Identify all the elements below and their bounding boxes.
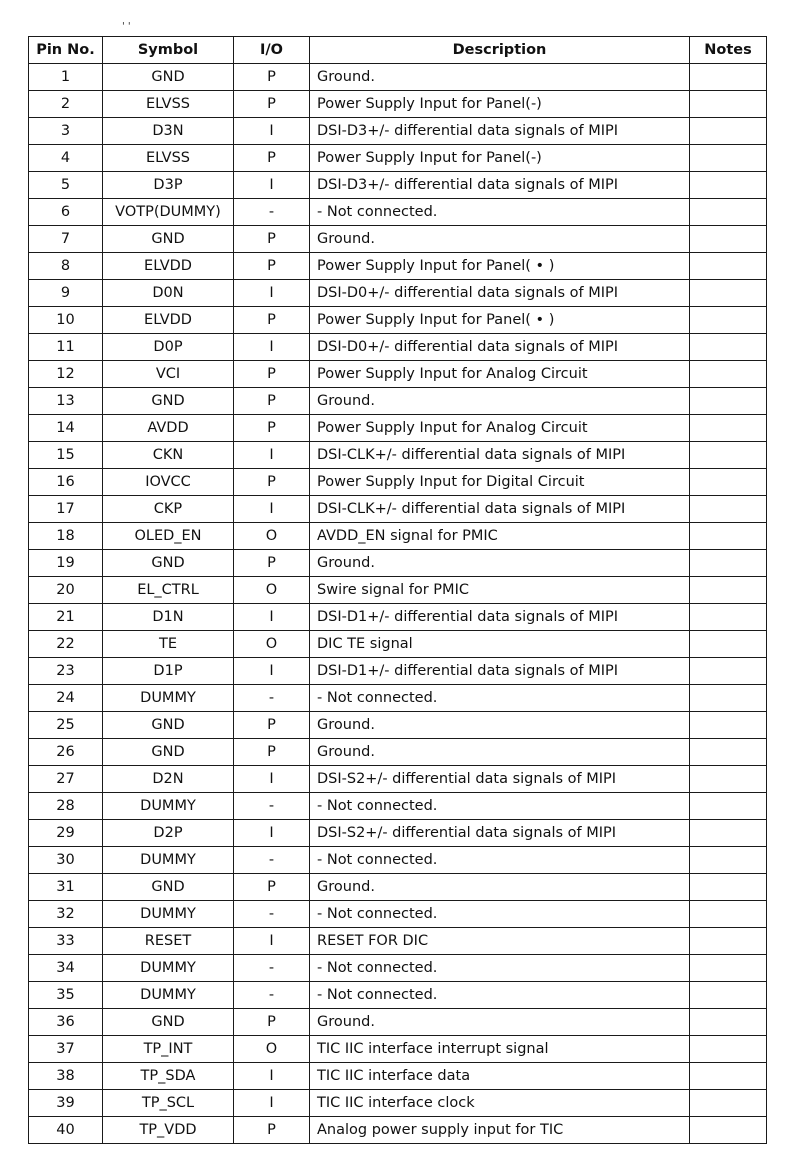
description-cell: - Not connected.: [310, 793, 690, 820]
table-row: [29, 604, 767, 631]
table-row: [29, 334, 767, 361]
description-cell: AVDD_EN signal for PMIC: [310, 523, 690, 550]
table-row: [29, 280, 767, 307]
description-cell: DSI-D0+/- differential data signals of MIPI: [310, 334, 690, 361]
pin-no-cell: 4: [29, 145, 103, 172]
description-cell: - Not connected.: [310, 199, 690, 226]
table-row: [29, 631, 767, 658]
pin-no-cell: 33: [29, 928, 103, 955]
header-row: [29, 37, 767, 64]
symbol-cell: GND: [103, 64, 234, 91]
pin-no-cell: 28: [29, 793, 103, 820]
symbol-cell: VOTP(DUMMY): [103, 199, 234, 226]
table-row: [29, 955, 767, 982]
notes-cell: [690, 442, 767, 469]
io-cell: I: [234, 496, 310, 523]
io-cell: I: [234, 280, 310, 307]
symbol-cell: VCI: [103, 361, 234, 388]
symbol-cell: TE: [103, 631, 234, 658]
io-cell: -: [234, 901, 310, 928]
description-cell: Ground.: [310, 64, 690, 91]
table-row: [29, 226, 767, 253]
notes-cell: [690, 361, 767, 388]
notes-cell: [690, 307, 767, 334]
notes-cell: [690, 172, 767, 199]
notes-cell: [690, 1117, 767, 1144]
notes-cell: [690, 64, 767, 91]
pin-no-cell: 3: [29, 118, 103, 145]
top-mark: ' ': [122, 21, 131, 32]
io-cell: I: [234, 820, 310, 847]
io-cell: I: [234, 1090, 310, 1117]
pin-no-cell: 15: [29, 442, 103, 469]
description-cell: TIC IIC interface clock: [310, 1090, 690, 1117]
io-cell: P: [234, 145, 310, 172]
symbol-cell: D3N: [103, 118, 234, 145]
notes-cell: [690, 982, 767, 1009]
io-cell: P: [234, 64, 310, 91]
pin-no-cell: 21: [29, 604, 103, 631]
notes-cell: [690, 766, 767, 793]
description-cell: Power Supply Input for Panel( • ): [310, 253, 690, 280]
notes-cell: [690, 253, 767, 280]
symbol-cell: TP_SDA: [103, 1063, 234, 1090]
description-cell: - Not connected.: [310, 847, 690, 874]
notes-cell: [690, 226, 767, 253]
pin-no-cell: 32: [29, 901, 103, 928]
table-row: [29, 739, 767, 766]
symbol-cell: D2N: [103, 766, 234, 793]
pin-no-cell: 25: [29, 712, 103, 739]
pin-no-cell: 5: [29, 172, 103, 199]
symbol-cell: CKN: [103, 442, 234, 469]
io-cell: I: [234, 442, 310, 469]
notes-cell: [690, 1090, 767, 1117]
pin-no-cell: 11: [29, 334, 103, 361]
io-cell: -: [234, 955, 310, 982]
pin-no-cell: 7: [29, 226, 103, 253]
io-cell: P: [234, 415, 310, 442]
notes-cell: [690, 955, 767, 982]
notes-cell: [690, 1009, 767, 1036]
header-notes: Notes: [690, 37, 767, 64]
description-cell: DSI-S2+/- differential data signals of MIPI: [310, 766, 690, 793]
symbol-cell: TP_VDD: [103, 1117, 234, 1144]
notes-cell: [690, 91, 767, 118]
table-row: [29, 874, 767, 901]
notes-cell: [690, 712, 767, 739]
description-cell: Power Supply Input for Analog Circuit: [310, 415, 690, 442]
table-row: [29, 442, 767, 469]
pin-no-cell: 6: [29, 199, 103, 226]
header-symbol: Symbol: [103, 37, 234, 64]
pin-no-cell: 27: [29, 766, 103, 793]
symbol-cell: GND: [103, 550, 234, 577]
io-cell: O: [234, 631, 310, 658]
table-row: [29, 118, 767, 145]
io-cell: P: [234, 1009, 310, 1036]
io-cell: I: [234, 928, 310, 955]
description-cell: DSI-D1+/- differential data signals of MIPI: [310, 604, 690, 631]
notes-cell: [690, 280, 767, 307]
pin-no-cell: 14: [29, 415, 103, 442]
io-cell: P: [234, 712, 310, 739]
table-row: [29, 577, 767, 604]
notes-cell: [690, 874, 767, 901]
description-cell: Swire signal for PMIC: [310, 577, 690, 604]
table-row: [29, 1090, 767, 1117]
notes-cell: [690, 523, 767, 550]
io-cell: O: [234, 1036, 310, 1063]
header-pin-no: Pin No.: [29, 37, 103, 64]
io-cell: P: [234, 361, 310, 388]
symbol-cell: AVDD: [103, 415, 234, 442]
io-cell: I: [234, 766, 310, 793]
notes-cell: [690, 739, 767, 766]
notes-cell: [690, 469, 767, 496]
pin-no-cell: 18: [29, 523, 103, 550]
io-cell: O: [234, 577, 310, 604]
description-cell: Ground.: [310, 226, 690, 253]
notes-cell: [690, 658, 767, 685]
symbol-cell: GND: [103, 712, 234, 739]
pin-no-cell: 31: [29, 874, 103, 901]
io-cell: P: [234, 739, 310, 766]
notes-cell: [690, 1063, 767, 1090]
pin-no-cell: 20: [29, 577, 103, 604]
io-cell: I: [234, 118, 310, 145]
pin-assignment-table: [28, 36, 767, 1144]
description-cell: Ground.: [310, 739, 690, 766]
pin-no-cell: 38: [29, 1063, 103, 1090]
description-cell: DSI-D1+/- differential data signals of MIPI: [310, 658, 690, 685]
io-cell: -: [234, 685, 310, 712]
symbol-cell: DUMMY: [103, 955, 234, 982]
symbol-cell: CKP: [103, 496, 234, 523]
io-cell: P: [234, 550, 310, 577]
io-cell: -: [234, 982, 310, 1009]
description-cell: Power Supply Input for Analog Circuit: [310, 361, 690, 388]
table-row: [29, 928, 767, 955]
pin-no-cell: 39: [29, 1090, 103, 1117]
symbol-cell: DUMMY: [103, 685, 234, 712]
table-row: [29, 847, 767, 874]
symbol-cell: GND: [103, 1009, 234, 1036]
pin-no-cell: 26: [29, 739, 103, 766]
description-cell: DSI-D3+/- differential data signals of MIPI: [310, 118, 690, 145]
notes-cell: [690, 550, 767, 577]
symbol-cell: ELVSS: [103, 145, 234, 172]
table-row: [29, 415, 767, 442]
notes-cell: [690, 901, 767, 928]
symbol-cell: D0P: [103, 334, 234, 361]
pin-no-cell: 37: [29, 1036, 103, 1063]
notes-cell: [690, 928, 767, 955]
table-row: [29, 523, 767, 550]
pin-no-cell: 30: [29, 847, 103, 874]
io-cell: -: [234, 199, 310, 226]
symbol-cell: GND: [103, 739, 234, 766]
pin-no-cell: 17: [29, 496, 103, 523]
notes-cell: [690, 685, 767, 712]
io-cell: P: [234, 1117, 310, 1144]
pin-no-cell: 35: [29, 982, 103, 1009]
table-row: [29, 64, 767, 91]
notes-cell: [690, 604, 767, 631]
description-cell: Power Supply Input for Panel( • ): [310, 307, 690, 334]
pin-no-cell: 24: [29, 685, 103, 712]
notes-cell: [690, 334, 767, 361]
description-cell: Analog power supply input for TIC: [310, 1117, 690, 1144]
symbol-cell: GND: [103, 388, 234, 415]
table-row: [29, 658, 767, 685]
description-cell: Ground.: [310, 388, 690, 415]
io-cell: I: [234, 334, 310, 361]
symbol-cell: RESET: [103, 928, 234, 955]
description-cell: - Not connected.: [310, 982, 690, 1009]
description-cell: Ground.: [310, 1009, 690, 1036]
description-cell: TIC IIC interface interrupt signal: [310, 1036, 690, 1063]
pin-no-cell: 29: [29, 820, 103, 847]
symbol-cell: D3P: [103, 172, 234, 199]
description-cell: Power Supply Input for Panel(-): [310, 91, 690, 118]
symbol-cell: ELVDD: [103, 307, 234, 334]
symbol-cell: DUMMY: [103, 847, 234, 874]
notes-cell: [690, 847, 767, 874]
pin-no-cell: 22: [29, 631, 103, 658]
header-description: Description: [310, 37, 690, 64]
table-row: [29, 388, 767, 415]
description-cell: - Not connected.: [310, 901, 690, 928]
io-cell: -: [234, 793, 310, 820]
pin-no-cell: 10: [29, 307, 103, 334]
symbol-cell: TP_SCL: [103, 1090, 234, 1117]
description-cell: DSI-CLK+/- differential data signals of MIPI: [310, 442, 690, 469]
description-cell: Ground.: [310, 874, 690, 901]
pin-no-cell: 2: [29, 91, 103, 118]
table-body: [29, 64, 767, 1144]
pin-no-cell: 19: [29, 550, 103, 577]
symbol-cell: OLED_EN: [103, 523, 234, 550]
description-cell: DSI-D3+/- differential data signals of MIPI: [310, 172, 690, 199]
table-row: [29, 145, 767, 172]
pin-no-cell: 36: [29, 1009, 103, 1036]
symbol-cell: ELVSS: [103, 91, 234, 118]
table-row: [29, 361, 767, 388]
pin-no-cell: 40: [29, 1117, 103, 1144]
pin-no-cell: 16: [29, 469, 103, 496]
symbol-cell: DUMMY: [103, 793, 234, 820]
notes-cell: [690, 793, 767, 820]
symbol-cell: GND: [103, 874, 234, 901]
table-row: [29, 199, 767, 226]
table-row: [29, 793, 767, 820]
description-cell: DSI-D0+/- differential data signals of MIPI: [310, 280, 690, 307]
notes-cell: [690, 496, 767, 523]
notes-cell: [690, 820, 767, 847]
pin-no-cell: 13: [29, 388, 103, 415]
description-cell: DIC TE signal: [310, 631, 690, 658]
notes-cell: [690, 145, 767, 172]
description-cell: DSI-S2+/- differential data signals of MIPI: [310, 820, 690, 847]
io-cell: I: [234, 172, 310, 199]
io-cell: P: [234, 253, 310, 280]
table-row: [29, 1009, 767, 1036]
io-cell: I: [234, 604, 310, 631]
table-row: [29, 1117, 767, 1144]
symbol-cell: TP_INT: [103, 1036, 234, 1063]
header-io: I/O: [234, 37, 310, 64]
table-row: [29, 982, 767, 1009]
symbol-cell: IOVCC: [103, 469, 234, 496]
table-row: [29, 820, 767, 847]
symbol-cell: D0N: [103, 280, 234, 307]
table-row: [29, 766, 767, 793]
notes-cell: [690, 415, 767, 442]
io-cell: I: [234, 1063, 310, 1090]
io-cell: P: [234, 307, 310, 334]
symbol-cell: DUMMY: [103, 901, 234, 928]
table-row: [29, 91, 767, 118]
symbol-cell: GND: [103, 226, 234, 253]
notes-cell: [690, 577, 767, 604]
description-cell: - Not connected.: [310, 685, 690, 712]
table-row: [29, 172, 767, 199]
io-cell: O: [234, 523, 310, 550]
description-cell: TIC IIC interface data: [310, 1063, 690, 1090]
description-cell: Power Supply Input for Panel(-): [310, 145, 690, 172]
notes-cell: [690, 1036, 767, 1063]
description-cell: RESET FOR DIC: [310, 928, 690, 955]
table-row: [29, 712, 767, 739]
table-row: [29, 550, 767, 577]
description-cell: DSI-CLK+/- differential data signals of MIPI: [310, 496, 690, 523]
description-cell: Ground.: [310, 550, 690, 577]
io-cell: I: [234, 658, 310, 685]
table-row: [29, 685, 767, 712]
description-cell: - Not connected.: [310, 955, 690, 982]
table-row: [29, 1063, 767, 1090]
table-row: [29, 469, 767, 496]
table-row: [29, 1036, 767, 1063]
io-cell: -: [234, 847, 310, 874]
table-row: [29, 496, 767, 523]
io-cell: P: [234, 874, 310, 901]
io-cell: P: [234, 226, 310, 253]
pin-no-cell: 23: [29, 658, 103, 685]
symbol-cell: D2P: [103, 820, 234, 847]
io-cell: P: [234, 469, 310, 496]
description-cell: Ground.: [310, 712, 690, 739]
symbol-cell: DUMMY: [103, 982, 234, 1009]
notes-cell: [690, 631, 767, 658]
symbol-cell: D1P: [103, 658, 234, 685]
notes-cell: [690, 199, 767, 226]
symbol-cell: ELVDD: [103, 253, 234, 280]
symbol-cell: D1N: [103, 604, 234, 631]
symbol-cell: EL_CTRL: [103, 577, 234, 604]
io-cell: P: [234, 91, 310, 118]
notes-cell: [690, 388, 767, 415]
pin-no-cell: 12: [29, 361, 103, 388]
pin-no-cell: 1: [29, 64, 103, 91]
pin-no-cell: 8: [29, 253, 103, 280]
table-row: [29, 901, 767, 928]
table-header: [29, 37, 767, 64]
notes-cell: [690, 118, 767, 145]
io-cell: P: [234, 388, 310, 415]
pin-no-cell: 9: [29, 280, 103, 307]
pin-no-cell: 34: [29, 955, 103, 982]
table-row: [29, 253, 767, 280]
description-cell: Power Supply Input for Digital Circuit: [310, 469, 690, 496]
table-row: [29, 307, 767, 334]
